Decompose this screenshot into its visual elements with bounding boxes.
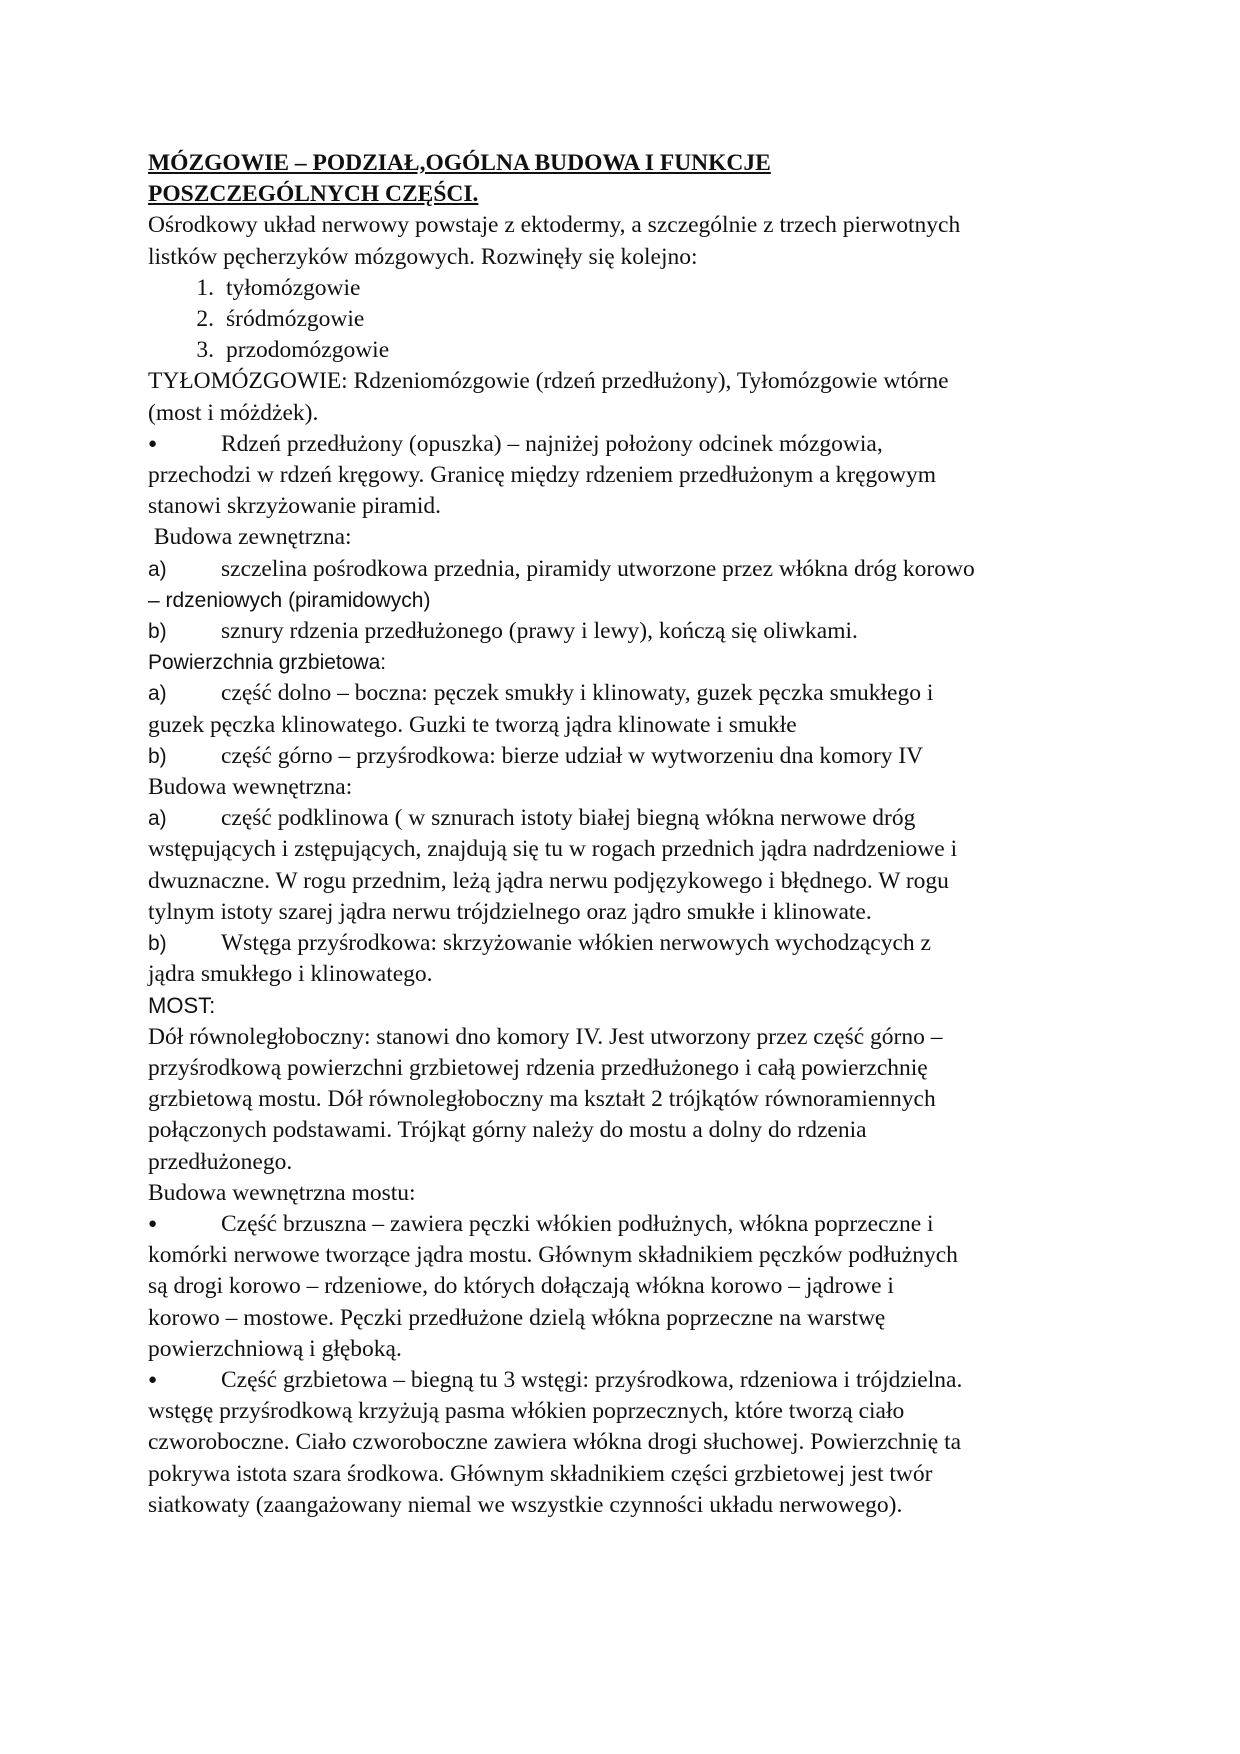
lettered-item — [148, 803, 1098, 834]
paragraph-line: grzbietową mostu. Dół równoległoboczny ma kształt 2 trójkątów równoramiennych — [148, 1086, 936, 1113]
paragraph-line: przedłużonego. — [148, 1148, 293, 1175]
item-label: b) — [148, 744, 167, 768]
section-heading-most: MOST: — [148, 993, 216, 1019]
grzbietowa-paragraph — [148, 1365, 1098, 1521]
title-line-2: POSZCZEGÓLNYCH CZĘŚCI. — [148, 181, 479, 208]
paragraph-line: tylnym istoty szarej jądra nerwu trójdzielnego oraz jądro smukłe i klinowate. — [148, 898, 872, 925]
paragraph-line: sznury rdzenia przedłużonego (prawy i lewy), kończą się oliwkami. — [221, 618, 858, 645]
dol-paragraph — [148, 1022, 1098, 1178]
lettered-item — [148, 928, 1098, 959]
paragraph-line: połączonych podstawami. Trójkąt górny należy do mostu a dolny do rdzenia — [148, 1117, 867, 1144]
paragraph-line: jądra smukłego i klinowatego. — [148, 961, 433, 988]
paragraph-line: Wstęga przyśrodkowa: skrzyżowanie włókien nerwowych wychodzących z — [221, 930, 931, 957]
list-item — [148, 273, 1098, 304]
paragraph-line: korowo – mostowe. Pęczki przedłużone dzielą włókna poprzeczne na warstwę — [148, 1304, 886, 1331]
section-heading: Powierzchnia grzbietowa: — [148, 651, 387, 675]
bullet-icon: ● — [148, 435, 158, 452]
paragraph-line: czworoboczne. Ciało czworoboczne zawiera włókna drogi słuchowej. Powierzchnię ta — [148, 1429, 962, 1456]
paragraph-line: wstępujących i zstępujących, znajdują się tu w rogach przednich jądra nadrdzeniowe i — [148, 836, 958, 863]
paragraph-line: stanowi skrzyżowanie piramid. — [148, 493, 442, 520]
intro-line: Ośrodkowy układ nerwowy powstaje z ektodermy, a szczególnie z trzech pierwotnych — [148, 212, 961, 239]
paragraph-line: – rdzeniowych (piramidowych) — [148, 588, 431, 612]
list-text: przodomózgowie — [226, 337, 390, 364]
brzuszna-paragraph — [148, 1209, 1098, 1365]
list-text: tyłomózgowie — [226, 274, 361, 301]
item-label: a) — [148, 557, 167, 581]
list-number: 3. — [196, 337, 214, 364]
item-label: a) — [148, 682, 167, 706]
title-line-1: MÓZGOWIE – PODZIAŁ,OGÓLNA BUDOWA I FUNKCJE — [148, 150, 771, 176]
lettered-item — [148, 741, 1098, 772]
paragraph-line: powierzchniową i głęboką. — [148, 1335, 402, 1362]
paragraph-line: Część brzuszna – zawiera pęczki włókien podłużnych, włókna poprzeczne i — [221, 1210, 934, 1237]
paragraph-line: Rdzeń przedłużony (opuszka) – najniżej położony odcinek mózgowia, — [221, 430, 883, 457]
paragraph-line: są drogi korowo – rdzeniowe, do których dołączają włókna korowo – jądrowe i — [148, 1273, 894, 1300]
paragraph-line: przechodzi w rdzeń kręgowy. Granicę między rdzeniem przedłużonym a kręgowym — [148, 462, 937, 489]
section-heading: Budowa zewnętrzna: — [148, 524, 352, 551]
section-heading: Budowa wewnętrzna: — [148, 774, 353, 801]
bullet-row — [148, 1365, 1098, 1396]
bullet-icon: ● — [148, 1371, 158, 1388]
section-heading: Budowa wewnętrzna mostu: — [148, 1179, 416, 1206]
document-title — [148, 148, 1098, 210]
paragraph-line: część górno – przyśrodkowa: bierze udział w wytworzeniu dna komory IV — [221, 742, 924, 769]
paragraph-line: (most i móżdżek). — [148, 399, 319, 426]
bullet-icon: ● — [148, 1215, 158, 1232]
paragraph-line: część podklinowa ( w sznurach istoty białej biegną włókna nerwowe dróg — [221, 805, 916, 832]
paragraph-line: Część grzbietowa – biegną tu 3 wstęgi: przyśrodkowa, rdzeniowa i trójdzielna. — [221, 1366, 963, 1393]
paragraph-line: komórki nerwowe tworzące jądra mostu. Głównym składnikiem pęczków podłużnych — [148, 1242, 958, 1269]
list-number: 1. — [196, 274, 214, 301]
paragraph-line: przyśrodkową powierzchni grzbietowej rdzenia przedłużonego i całą powierzchnię — [148, 1054, 928, 1081]
bullet-row — [148, 429, 1098, 460]
item-label: b) — [148, 932, 167, 956]
paragraph-line: TYŁOMÓZGOWIE: Rdzeniomózgowie (rdzeń przedłużony), Tyłomózgowie wtórne — [148, 368, 949, 395]
lettered-item — [148, 554, 1098, 585]
paragraph-line: część dolno – boczna: pęczek smukły i klinowaty, guzek pęczka smukłego i — [221, 680, 934, 707]
lettered-item — [148, 678, 1098, 709]
tylomozgowie-paragraph — [148, 366, 1098, 428]
lettered-item — [148, 616, 1098, 647]
list-number: 2. — [196, 306, 214, 333]
list-item — [148, 304, 1098, 335]
item-label: b) — [148, 620, 167, 644]
bullet-row — [148, 1209, 1098, 1240]
paragraph-line: siatkowaty (zaangażowany niemal we wszystkie czynności układu nerwowego). — [148, 1491, 903, 1518]
intro-line: listków pęcherzyków mózgowych. Rozwinęły się kolejno: — [148, 243, 698, 270]
document-page — [148, 148, 1098, 1521]
paragraph-line: wstęgę przyśrodkową krzyżują pasma włókien poprzecznych, które tworzą ciało — [148, 1398, 905, 1425]
paragraph-line: guzek pęczka klinowatego. Guzki te tworzą jądra klinowate i smukłe — [148, 711, 797, 738]
item-label: a) — [148, 807, 167, 831]
development-list — [148, 273, 1098, 367]
paragraph-line: Dół równoległoboczny: stanowi dno komory IV. Jest utworzony przez część górno – — [148, 1023, 943, 1050]
rdzen-paragraph — [148, 429, 1098, 523]
list-item — [148, 335, 1098, 366]
paragraph-line: dwuznaczne. W rogu przednim, leżą jądra nerwu podjęzykowego i błędnego. W rogu — [148, 867, 949, 894]
paragraph-line: szczelina pośrodkowa przednia, piramidy utworzone przez włókna dróg korowo — [221, 555, 975, 582]
paragraph-line: pokrywa istota szara środkowa. Głównym składnikiem części grzbietowej jest twór — [148, 1460, 933, 1487]
list-text: śródmózgowie — [226, 306, 365, 333]
intro-paragraph — [148, 210, 1098, 272]
